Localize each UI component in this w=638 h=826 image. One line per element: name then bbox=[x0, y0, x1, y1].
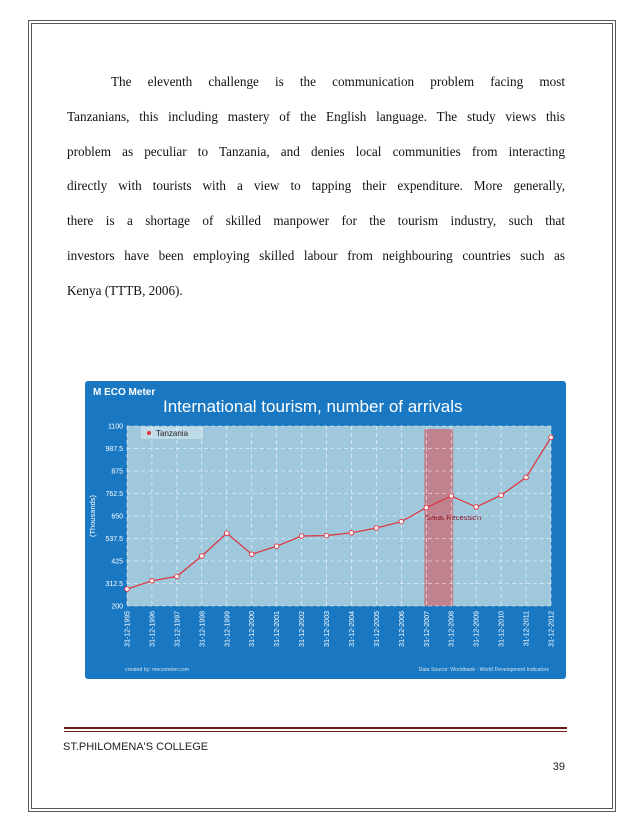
y-tick-label: 762.5 bbox=[105, 491, 123, 498]
x-tick-label: 31-12-2009 bbox=[473, 611, 481, 647]
x-tick-label: 31-12-2004 bbox=[348, 611, 356, 647]
data-point bbox=[399, 519, 404, 524]
paragraph-line: investors have been employing skilled labour from neighbouring countries such as bbox=[67, 247, 565, 263]
x-tick-label: 31-12-2012 bbox=[548, 611, 556, 647]
x-tick-label: 31-12-2000 bbox=[249, 611, 257, 647]
x-tick-label: 31-12-1999 bbox=[224, 611, 232, 647]
paragraph-line: there is a shortage of skilled manpower for the tourism industry, such that bbox=[67, 213, 565, 229]
data-point bbox=[524, 475, 529, 480]
page-number: 39 bbox=[552, 761, 565, 773]
x-tick-label: 31-12-2005 bbox=[373, 611, 381, 647]
data-point bbox=[549, 435, 554, 440]
data-point bbox=[424, 505, 429, 510]
paragraph-line: The eleventh challenge is the communication problem facing most bbox=[111, 74, 565, 89]
data-point bbox=[150, 579, 155, 584]
x-tick-label: 31-12-2006 bbox=[398, 611, 406, 647]
x-tick-label: 31-12-1995 bbox=[124, 611, 132, 647]
tourism-chart bbox=[85, 381, 566, 679]
x-tick-label: 31-12-1996 bbox=[149, 611, 157, 647]
legend bbox=[141, 427, 203, 439]
data-point bbox=[175, 574, 180, 579]
y-tick-label: 875 bbox=[111, 468, 123, 476]
paragraph-line: Tanzanians, this including mastery of the English language. The study views this bbox=[67, 108, 565, 124]
x-tick-label: 31-12-1997 bbox=[174, 611, 182, 647]
y-tick-label: 537.5 bbox=[105, 536, 123, 543]
recession-label: Great Recession bbox=[425, 513, 482, 522]
data-point bbox=[299, 534, 304, 539]
footer-college: ST.PHILOMENA'S COLLEGE bbox=[63, 741, 209, 753]
x-tick-label: 31-12-2002 bbox=[299, 611, 307, 647]
x-tick-label: 31-12-1998 bbox=[199, 611, 207, 647]
data-point bbox=[474, 505, 479, 510]
paragraph-line: problem as peculiar to Tanzania, and denies local communities from interacting bbox=[67, 143, 565, 159]
chart-title: International tourism, number of arrivals bbox=[163, 397, 463, 416]
y-tick-label: 312.5 bbox=[105, 581, 123, 588]
data-point bbox=[499, 493, 504, 498]
legend-label: Tanzania bbox=[156, 429, 189, 438]
data-point bbox=[349, 531, 354, 536]
footer-rule-thin bbox=[64, 731, 567, 732]
footer-rule bbox=[64, 727, 567, 729]
credit-right: Data Source: Worldbank - World Development Indicators bbox=[418, 667, 549, 673]
x-tick-label: 31-12-2003 bbox=[324, 611, 332, 647]
data-point bbox=[274, 544, 279, 549]
paragraph-line: directly with tourists with a view to tapping their expenditure. More generally, bbox=[67, 178, 565, 194]
x-tick-label: 31-12-2011 bbox=[523, 611, 531, 647]
x-tick-label: 31-12-2008 bbox=[448, 611, 456, 647]
data-point bbox=[200, 554, 205, 559]
y-tick-label: 200 bbox=[111, 603, 123, 611]
legend-marker bbox=[147, 431, 151, 435]
y-tick-label: 425 bbox=[111, 558, 123, 566]
x-tick-label: 31-12-2010 bbox=[498, 611, 506, 647]
x-tick-label: 31-12-2001 bbox=[274, 611, 282, 647]
data-point bbox=[224, 531, 229, 536]
data-point bbox=[125, 587, 130, 592]
paragraph-line: Kenya (TTTB, 2006). bbox=[67, 282, 183, 298]
data-point bbox=[249, 552, 254, 557]
y-tick-label: 987.5 bbox=[105, 446, 123, 453]
y-tick-label: 1100 bbox=[107, 423, 123, 431]
body-paragraph bbox=[67, 70, 565, 314]
y-tick-label: 650 bbox=[111, 513, 123, 521]
chart-brand: M ECO Meter bbox=[93, 387, 156, 398]
data-point bbox=[324, 533, 329, 538]
data-point bbox=[449, 494, 454, 499]
data-point bbox=[374, 526, 379, 531]
y-axis-label: (Thousands) bbox=[88, 494, 97, 538]
credit-left: created by: mecometer.com bbox=[125, 667, 190, 673]
x-tick-label: 31-12-2007 bbox=[423, 611, 431, 647]
